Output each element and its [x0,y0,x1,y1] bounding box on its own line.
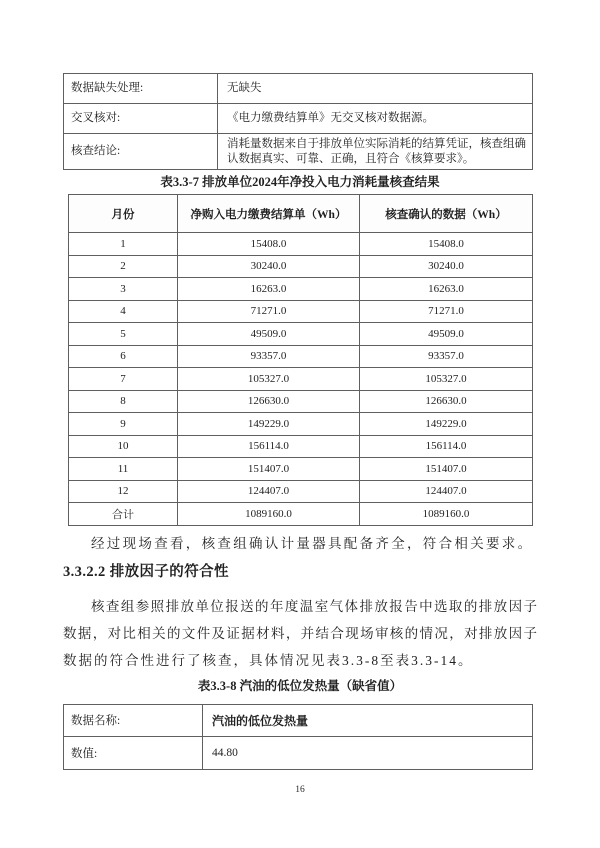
table-cell: 2 [69,255,178,278]
electricity-consumption-table [68,194,533,526]
row-label: 数据缺失处理: [64,74,218,104]
row-value: 《电力缴费结算单》无交叉核对数据源。 [218,104,533,134]
table-cell: 3 [69,278,178,301]
table-cell: 71271.0 [178,300,360,323]
table-cell: 6 [69,345,178,368]
table-row [69,390,533,413]
table-cell: 1089160.0 [360,503,533,526]
table-cell: 8 [69,390,178,413]
paragraph-line: 数据，对比相关的文件及证据材料，并结合现场审核的情况，对排放因子 [63,625,537,641]
paragraph-line: 核查组参照排放单位报送的年度温室气体排放报告中选取的排放因子 [91,598,537,614]
table-row [69,435,533,458]
table-cell: 105327.0 [178,368,360,391]
table-cell: 15408.0 [178,233,360,256]
column-header-month: 月份 [69,195,178,233]
table-row [69,255,533,278]
section-heading: 3.3.2.2 排放因子的符合性 [63,563,229,580]
verification-summary-table [63,73,533,170]
table-cell: 156114.0 [178,435,360,458]
table-row [69,503,533,526]
gasoline-heating-value-table [63,704,533,770]
row-value: 汽油的低位发热量 [203,704,533,736]
table-cell: 149229.0 [178,413,360,436]
table-row [64,74,533,104]
table-row [69,480,533,503]
table-cell: 71271.0 [360,300,533,323]
row-label: 交叉核对: [64,104,218,134]
table-row [69,345,533,368]
table-cell: 151407.0 [178,458,360,481]
table-cell: 149229.0 [360,413,533,436]
table-row [64,736,533,769]
electricity-table-title: 表3.3-7 排放单位2024年净投入电力消耗量核查结果 [160,175,440,189]
table-cell: 126630.0 [178,390,360,413]
table-cell: 12 [69,480,178,503]
row-value: 消耗量数据来自于排放单位实际消耗的结算凭证，核查组确认数据真实、可靠、正确，且符合《核算要求》。 [218,134,533,170]
gasoline-table-title: 表3.3-8 汽油的低位发热量（缺省值） [197,678,403,693]
row-label: 数值: [64,736,203,769]
table-header-row [69,195,533,233]
table-cell: 11 [69,458,178,481]
table-cell: 156114.0 [360,435,533,458]
table-row [69,300,533,323]
table-cell: 合计 [69,503,178,526]
table-row [69,278,533,301]
table-cell: 49509.0 [178,323,360,346]
table-cell: 16263.0 [178,278,360,301]
electricity-table-body [69,233,533,526]
row-value: 无缺失 [218,74,533,104]
table-cell: 30240.0 [178,255,360,278]
table-cell: 5 [69,323,178,346]
table-cell: 30240.0 [360,255,533,278]
table-cell: 49509.0 [360,323,533,346]
table-cell: 124407.0 [178,480,360,503]
table-cell: 124407.0 [360,480,533,503]
table-row [69,323,533,346]
emission-factor-paragraph [63,593,537,674]
table-row [69,368,533,391]
table-cell: 105327.0 [360,368,533,391]
table-row [64,704,533,736]
column-header-verified: 核查确认的数据（Wh） [360,195,533,233]
table-cell: 93357.0 [360,345,533,368]
table-row [64,104,533,134]
table-cell: 151407.0 [360,458,533,481]
table-row [69,413,533,436]
paragraph-line: 数据的符合性进行了核查，具体情况见表3.3-8至表3.3-14。 [63,652,474,668]
table-cell: 7 [69,368,178,391]
page-number: 16 [295,784,305,795]
table-row [69,233,533,256]
table-cell: 10 [69,435,178,458]
table-row [69,458,533,481]
table-cell: 4 [69,300,178,323]
table-cell: 16263.0 [360,278,533,301]
site-check-paragraph: 经过现场查看，核查组确认计量器具配备齐全，符合相关要求。 [91,535,534,551]
table-cell: 9 [69,413,178,436]
row-value: 44.80 [203,736,533,769]
table-cell: 1 [69,233,178,256]
table-cell: 126630.0 [360,390,533,413]
table-cell: 93357.0 [178,345,360,368]
row-label: 核查结论: [64,134,218,170]
table-row [64,134,533,170]
row-label: 数据名称: [64,704,203,736]
column-header-billing: 净购入电力缴费结算单（Wh） [178,195,360,233]
table-cell: 15408.0 [360,233,533,256]
table-cell: 1089160.0 [178,503,360,526]
